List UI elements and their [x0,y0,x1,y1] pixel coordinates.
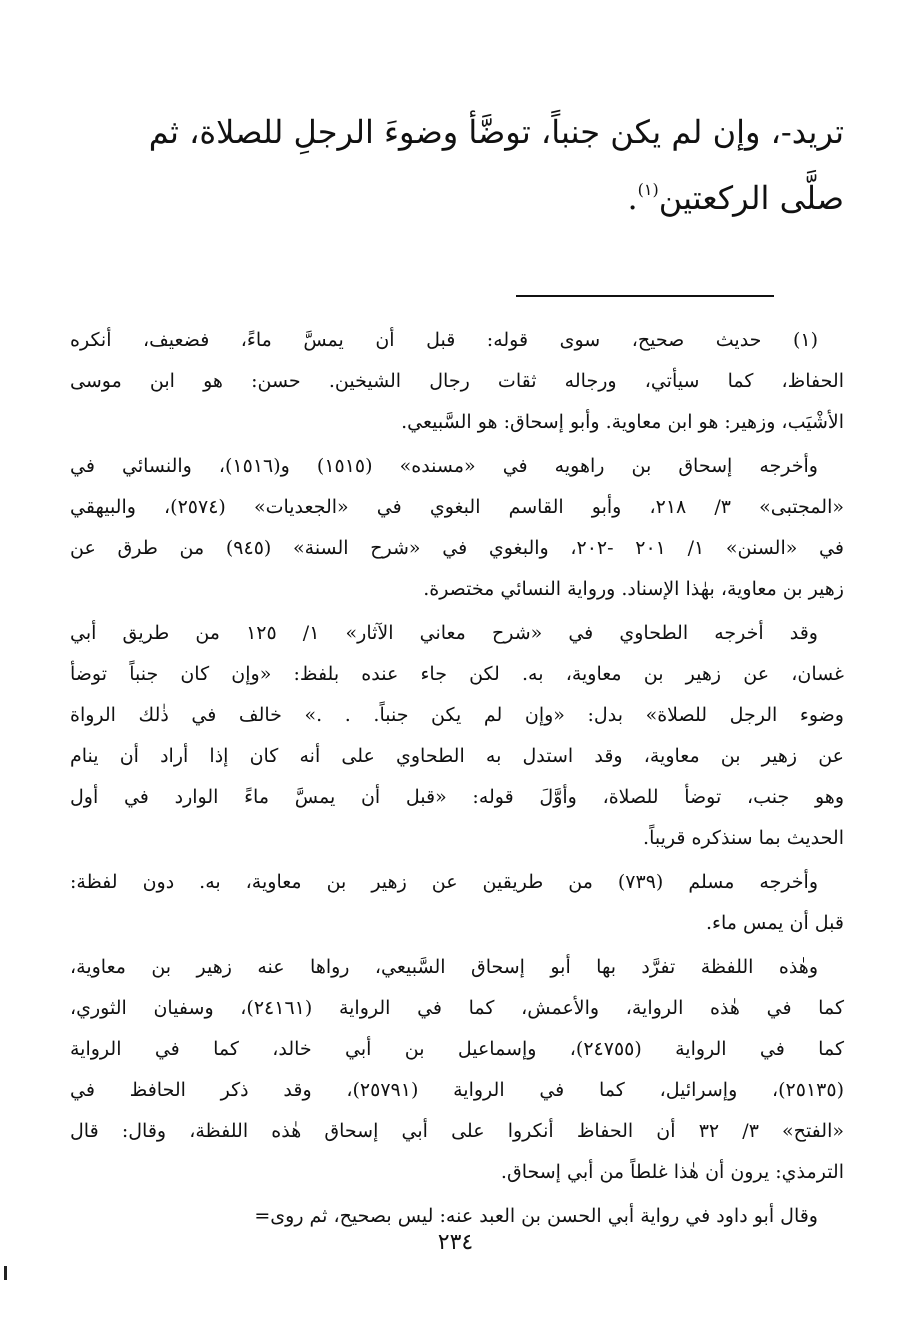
footnote-line: (٢٥١٣٥)، وإسرائيل، كما في الرواية (٢٥٧٩١)، وقد ذكر الحافظ في [70,1079,844,1101]
main-text-line [66,161,844,227]
footnote-line: الترمذي: يرون أن هٰذا غلطاً من أبي إسحاق. [500,1161,844,1183]
footnote-paragraph [70,862,844,944]
footnote-line: كما في الرواية (٢٤٧٥٥)، وإسماعيل بن أبي خالد، كما في الرواية [70,1038,845,1060]
footnote-line: الحديث بما سنذكره قريباً. [643,827,844,849]
footnote-line: وأخرجه مسلم (٧٣٩) من طريقين عن زهير بن معاوية، به. دون لفظة: [70,871,819,893]
main-text-line-body: صلَّى الركعتين [658,179,844,217]
footnote-reference: (١) [637,180,659,199]
main-text-line: تريد-، وإن لم يكن جنباً، توضَّأ وضوءَ الرجلِ للصلاة، ثم [148,113,844,151]
footnote-separator [516,295,774,297]
footnote-line: قبل أن يمس ماء. [706,912,844,934]
footnote-line: وضوء الرجل للصلاة» بدل: «وإن لم يكن جنباً. . .» خالف في ذٰلك الرواة [70,704,844,726]
footnote-line: «المجتبى» ٣/ ٢١٨، وأبو القاسم البغوي في «الجعديات» (٢٥٧٤)، والبيهقي [70,496,844,518]
footnote-line: وهو جنب، توضأ للصلاة، وأوَّلَ قوله: «قبل أن يمسَّ ماءً الوارد في أول [70,786,844,808]
footnote-paragraph [70,320,844,443]
footnote-line: زهير بن معاوية، بهٰذا الإسناد. ورواية النسائي مختصرة. [423,578,844,600]
footnotes [70,320,844,1240]
footnote-line: غسان، عن زهير بن معاوية، به. لكن جاء عنده بلفظ: «وإن كان جنباً توضأ [70,663,844,685]
footnote-paragraph [70,446,844,610]
main-text [66,103,844,227]
footnote-line: وقال أبو داود في رواية أبي الحسن بن العبد عنه: ليس بصحيح، ثم روى= [254,1205,818,1227]
footnote-paragraph [70,947,844,1193]
footnote-line: (١) حديث صحيح، سوى قوله: قبل أن يمسَّ ماءً، فضعيف، أنكره [70,329,818,351]
footnote-line: كما في هٰذه الرواية، والأعمش، كما في الرواية (٢٤١٦١)، وسفيان الثوري، [70,997,844,1019]
page-number: ٢٣٤ [437,1230,474,1255]
footnote-line: عن زهير بن معاوية، وقد استدل به الطحاوي على أنه كان إذا أراد أن ينام [70,745,844,767]
footnote-paragraph [70,613,844,859]
main-text-end-punct: . [627,179,638,217]
footnote-line: الأشْيَب، وزهير: هو ابن معاوية. وأبو إسحاق: هو السَّبيعي. [401,411,844,433]
footnote-line: وأخرجه إسحاق بن راهويه في «مسنده» (١٥١٥) و(١٥١٦)، والنسائي في [70,455,818,477]
scan-margin-mark [4,1266,7,1280]
footnote-line: وقد أخرجه الطحاوي في «شرح معاني الآثار» ١/ ١٢٥ من طريق أبي [70,622,818,644]
footnote-line: الحفاظ، كما سيأتي، ورجاله ثقات رجال الشيخين. حسن: هو ابن موسى [70,370,844,392]
footnote-line: «الفتح» ٣/ ٣٢ أن الحفاظ أنكروا على أبي إسحاق هٰذه اللفظة، وقال: قال [70,1120,844,1142]
footnote-line: في «السنن» ١/ ٢٠١ -٢٠٢، والبغوي في «شرح السنة» (٩٤٥) من طرق عن [70,537,844,559]
footnote-line: وهٰذه اللفظة تفرَّد بها أبو إسحاق السَّبيعي، رواها عنه زهير بن معاوية، [70,956,818,978]
